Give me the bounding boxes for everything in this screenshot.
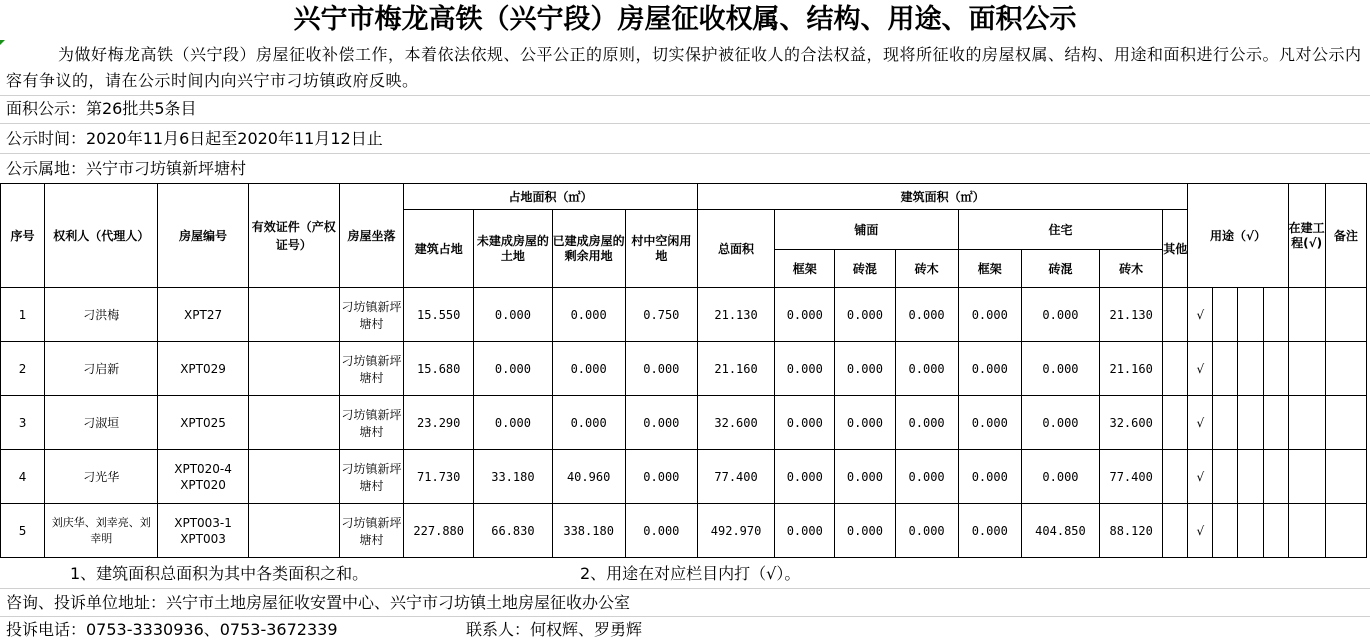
- cell-shop-brick-concrete: 0.000: [835, 288, 895, 342]
- period-info: 公示时间：2020年11月6日起至2020年11月12日止: [6, 129, 383, 148]
- cell-land-remaining: 40.960: [552, 450, 625, 504]
- cell-address: 刁坊镇新坪塘村: [339, 396, 403, 450]
- page-title: 兴宁市梅龙高铁（兴宁段）房屋征收权属、结构、用途、面积公示: [293, 4, 1077, 35]
- note-total-area: 1、建筑面积总面积为其中各类面积之和。: [70, 564, 369, 583]
- header-shop-brick-concrete: 砖混: [835, 250, 895, 288]
- cell-land-remaining: 338.180: [552, 504, 625, 558]
- cell-res-brick-concrete: 404.850: [1021, 504, 1099, 558]
- divider: [0, 153, 1370, 154]
- cell-use-factory: [1238, 504, 1263, 558]
- cell-address: 刁坊镇新坪塘村: [339, 342, 403, 396]
- cell-land-village: 0.000: [625, 504, 697, 558]
- cell-use-factory: [1238, 396, 1263, 450]
- cell-total: 21.160: [697, 342, 774, 396]
- header-land-built: 建筑占地: [404, 210, 474, 288]
- cell-house-no: XPT27: [158, 288, 248, 342]
- cell-use-other: [1263, 450, 1288, 504]
- cell-land-unbuilt: 0.000: [474, 288, 552, 342]
- cell-res-frame: 0.000: [958, 288, 1021, 342]
- cell-land-village: 0.750: [625, 288, 697, 342]
- cell-shop-brick-wood: 0.000: [895, 342, 958, 396]
- cell-address: 刁坊镇新坪塘村: [339, 288, 403, 342]
- table-row: [1, 396, 1367, 450]
- cell-total: 77.400: [697, 450, 774, 504]
- header-owner: 权利人（代理人）: [45, 184, 158, 288]
- cell-address: 刁坊镇新坪塘村: [339, 504, 403, 558]
- cell-res-frame: 0.000: [958, 342, 1021, 396]
- cell-shop-brick-wood: 0.000: [895, 396, 958, 450]
- table-row: [1, 450, 1367, 504]
- cell-res-brick-concrete: 0.000: [1021, 396, 1099, 450]
- cell-res-brick-concrete: 0.000: [1021, 288, 1099, 342]
- cell-house-no: XPT025: [158, 396, 248, 450]
- cell-res-brick-wood: 21.160: [1100, 342, 1163, 396]
- cell-res-frame: 0.000: [958, 450, 1021, 504]
- cell-land-built: 227.880: [404, 504, 474, 558]
- cell-land-unbuilt: 66.830: [474, 504, 552, 558]
- cell-shop-frame: 0.000: [775, 342, 835, 396]
- header-in-construction: 在建工程(√): [1288, 184, 1325, 288]
- header-residence: 住宅: [958, 210, 1163, 250]
- cell-res-brick-wood: 77.400: [1100, 450, 1163, 504]
- header-land-remaining: 已建成房屋的剩余用地: [552, 210, 625, 288]
- cell-cert: [248, 342, 339, 396]
- header-res-brick-concrete: 砖混: [1021, 250, 1099, 288]
- cell-shop-brick-concrete: 0.000: [835, 450, 895, 504]
- cell-res-brick-wood: 88.120: [1100, 504, 1163, 558]
- cell-use-residence: √: [1188, 342, 1213, 396]
- cell-res-frame: 0.000: [958, 396, 1021, 450]
- header-shop-frame: 框架: [775, 250, 835, 288]
- cell-owner: 刘庆华、刘幸亮、刘幸明: [45, 504, 158, 558]
- cell-seq: 2: [1, 342, 45, 396]
- cell-shop-brick-concrete: 0.000: [835, 396, 895, 450]
- cell-cert: [248, 504, 339, 558]
- cell-use-other: [1263, 342, 1288, 396]
- location-info: 公示属地：兴宁市刁坊镇新坪塘村: [6, 159, 247, 178]
- cell-remarks: [1325, 450, 1366, 504]
- cell-total: 21.130: [697, 288, 774, 342]
- divider: [0, 588, 1370, 589]
- cell-shop-brick-wood: 0.000: [895, 288, 958, 342]
- cell-other: [1163, 288, 1188, 342]
- cell-use-other: [1263, 288, 1288, 342]
- contact-address: 咨询、投诉单位地址：兴宁市土地房屋征收安置中心、兴宁市刁坊镇土地房屋征收办公室: [6, 593, 631, 612]
- cell-land-built: 71.730: [404, 450, 474, 504]
- cell-use-residence: √: [1188, 504, 1213, 558]
- cell-use-commercial: [1213, 450, 1238, 504]
- cell-use-commercial: [1213, 504, 1238, 558]
- cell-land-remaining: 0.000: [552, 342, 625, 396]
- header-land-village: 村中空闲用地: [625, 210, 697, 288]
- cell-land-remaining: 0.000: [552, 288, 625, 342]
- contact-phone: 投诉电话：0753-3330936、0753-3672339: [6, 620, 338, 639]
- contact-person: 联系人：何权辉、罗勇辉: [466, 620, 643, 639]
- cell-use-other: [1263, 396, 1288, 450]
- header-remarks: 备注: [1325, 184, 1366, 288]
- cell-shop-frame: 0.000: [775, 504, 835, 558]
- cell-cert: [248, 450, 339, 504]
- table-row: [1, 504, 1367, 558]
- cell-land-village: 0.000: [625, 450, 697, 504]
- cell-land-unbuilt: 0.000: [474, 396, 552, 450]
- batch-info: 面积公示：第26批共5条目: [6, 99, 197, 118]
- cell-use-factory: [1238, 342, 1263, 396]
- cell-shop-brick-concrete: 0.000: [835, 504, 895, 558]
- intro-paragraph: 为做好梅龙高铁（兴宁段）房屋征收补偿工作，本着依法依规、公平公正的原则，切实保护被征收人的合法权益，现将所征收的房屋权属、结构、用途和面积进行公示。凡对公示内容有争议的，请在公示时间内向兴宁市刁坊镇政府反映。: [6, 45, 1362, 90]
- cell-remarks: [1325, 342, 1366, 396]
- cell-other: [1163, 450, 1188, 504]
- cell-owner: 刁启新: [45, 342, 158, 396]
- cell-land-built: 15.680: [404, 342, 474, 396]
- cell-seq: 4: [1, 450, 45, 504]
- cell-remarks: [1325, 504, 1366, 558]
- cell-shop-frame: 0.000: [775, 288, 835, 342]
- cell-res-brick-wood: 32.600: [1100, 396, 1163, 450]
- header-other: 其他: [1163, 210, 1188, 288]
- header-seq: 序号: [1, 184, 45, 288]
- header-house-no: 房屋编号: [158, 184, 248, 288]
- cell-seq: 5: [1, 504, 45, 558]
- header-res-brick-wood: 砖木: [1100, 250, 1163, 288]
- cell-use-commercial: [1213, 288, 1238, 342]
- header-total: 总面积: [697, 210, 774, 288]
- cell-remarks: [1325, 396, 1366, 450]
- cell-land-built: 15.550: [404, 288, 474, 342]
- cell-shop-brick-concrete: 0.000: [835, 342, 895, 396]
- cell-owner: 刁淑垣: [45, 396, 158, 450]
- divider: [0, 95, 1370, 96]
- cell-res-brick-concrete: 0.000: [1021, 342, 1099, 396]
- cell-address: 刁坊镇新坪塘村: [339, 450, 403, 504]
- cell-owner: 刁光华: [45, 450, 158, 504]
- cell-use-commercial: [1213, 342, 1238, 396]
- cell-use-residence: √: [1188, 396, 1213, 450]
- cell-land-built: 23.290: [404, 396, 474, 450]
- cell-shop-frame: 0.000: [775, 450, 835, 504]
- cell-shop-frame: 0.000: [775, 396, 835, 450]
- cell-in-construction: [1288, 504, 1325, 558]
- divider: [0, 123, 1370, 124]
- cell-land-village: 0.000: [625, 342, 697, 396]
- cell-in-construction: [1288, 342, 1325, 396]
- cell-land-remaining: 0.000: [552, 396, 625, 450]
- cell-house-no: XPT029: [158, 342, 248, 396]
- cell-land-unbuilt: 33.180: [474, 450, 552, 504]
- cell-use-factory: [1238, 288, 1263, 342]
- cell-total: 32.600: [697, 396, 774, 450]
- cell-use-factory: [1238, 450, 1263, 504]
- header-land-area: 占地面积（㎡）: [404, 184, 698, 210]
- table-row: [1, 288, 1367, 342]
- cell-res-frame: 0.000: [958, 504, 1021, 558]
- cell-use-residence: √: [1188, 288, 1213, 342]
- cell-shop-brick-wood: 0.000: [895, 504, 958, 558]
- header-floor-area: 建筑面积（㎡）: [697, 184, 1187, 210]
- header-cert: 有效证件（产权证号）: [248, 184, 339, 288]
- cell-remarks: [1325, 288, 1366, 342]
- cell-res-brick-concrete: 0.000: [1021, 450, 1099, 504]
- cell-in-construction: [1288, 288, 1325, 342]
- cell-cert: [248, 288, 339, 342]
- cell-use-other: [1263, 504, 1288, 558]
- expropriation-table: [0, 183, 1367, 558]
- cell-other: [1163, 342, 1188, 396]
- header-shop: 铺面: [775, 210, 959, 250]
- cell-land-village: 0.000: [625, 396, 697, 450]
- cell-cert: [248, 396, 339, 450]
- cell-shop-brick-wood: 0.000: [895, 450, 958, 504]
- header-address: 房屋坐落: [339, 184, 403, 288]
- note-usage: 2、用途在对应栏目内打（√）。: [580, 564, 801, 583]
- header-res-frame: 框架: [958, 250, 1021, 288]
- header-usage: [1188, 184, 1288, 288]
- cell-house-no: XPT003-1 XPT003: [158, 504, 248, 558]
- cell-owner: 刁洪梅: [45, 288, 158, 342]
- cell-total: 492.970: [697, 504, 774, 558]
- cell-land-unbuilt: 0.000: [474, 342, 552, 396]
- header-shop-brick-wood: 砖木: [895, 250, 958, 288]
- cell-seq: 3: [1, 396, 45, 450]
- cell-use-commercial: [1213, 396, 1238, 450]
- cell-house-no: XPT020-4 XPT020: [158, 450, 248, 504]
- header-land-unbuilt: 未建成房屋的土地: [474, 210, 552, 288]
- cell-seq: 1: [1, 288, 45, 342]
- cell-res-brick-wood: 21.130: [1100, 288, 1163, 342]
- table-row: [1, 342, 1367, 396]
- cell-other: [1163, 396, 1188, 450]
- header-usage-label: 用途（√）: [1209, 228, 1266, 243]
- cell-in-construction: [1288, 450, 1325, 504]
- cell-use-residence: √: [1188, 450, 1213, 504]
- cell-marker-icon: [0, 40, 5, 45]
- cell-other: [1163, 504, 1188, 558]
- cell-in-construction: [1288, 396, 1325, 450]
